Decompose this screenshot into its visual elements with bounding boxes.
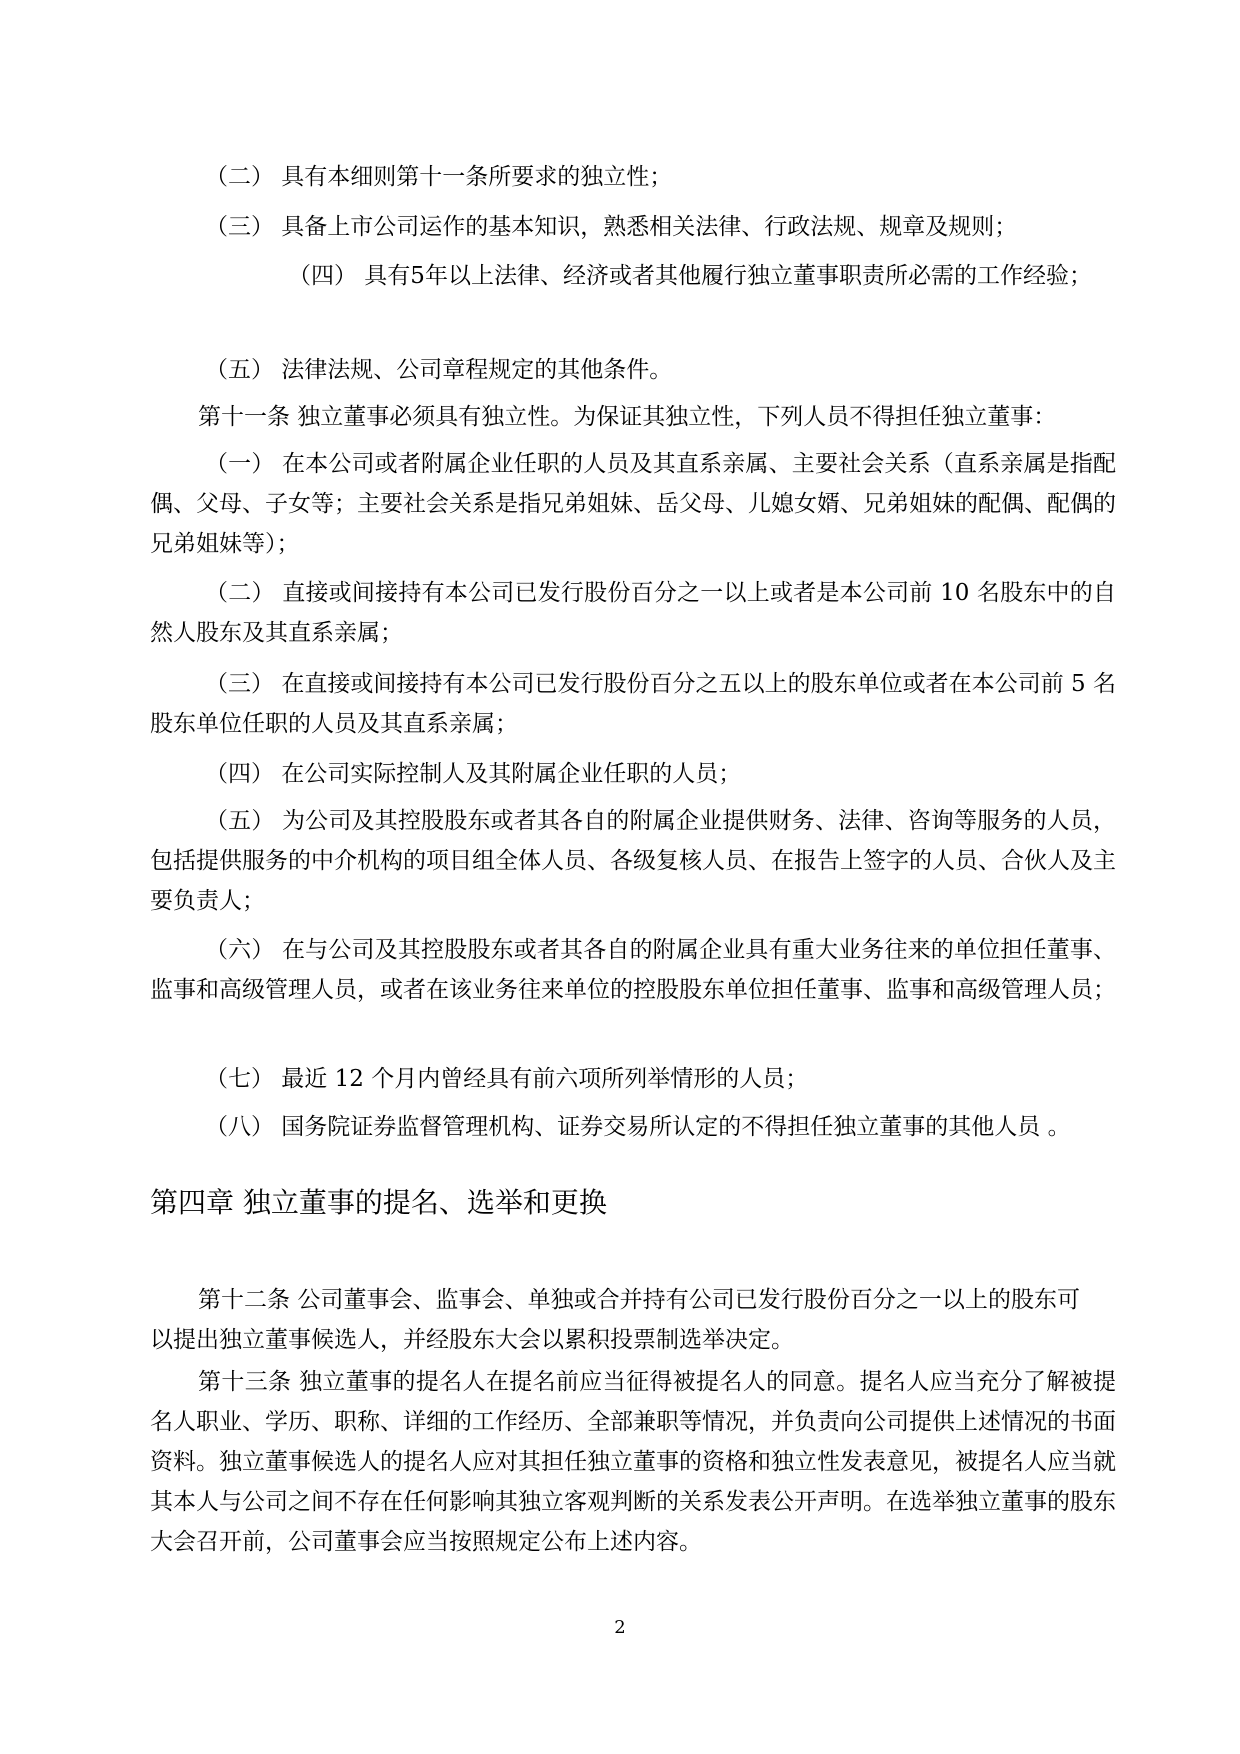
clause-paragraph: （一） 在本公司或者附属企业任职的人员及其直系亲属、主要社会关系（直系亲属是指配偶、父母、子女等；主要社会关系是指兄弟姐妹、岳父母、儿媳女婿、兄弟姐妹的配偶、配偶的兄弟姐妹等）； [150,451,1116,557]
clause-paragraph: （七） 最近 12 个月内曾经具有前六项所列举情形的人员； [205,1066,809,1092]
article-paragraph: 第十三条 独立董事的提名人在提名前应当征得被提名人的同意。提名人应当充分了解被提名人职业、学历、职称、详细的工作经历、全部兼职等情况，并负责向公司提供上述情况的书面资料。独立董事候选人的提名人应对其担任独立董事的资格和独立性发表意见，被提名人应当就其本人与公司之间不存在任何影响其独立客观判断的关系发表公开声明。在选举独立董事的股东大会召开前，公司董事会应当按照规定公布上述内容。 [150,1369,1116,1555]
clause-paragraph: （三） 在直接或间接持有本公司已发行股份百分之五以上的股东单位或者在本公司前 5 名股东单位任职的人员及其直系亲属； [150,671,1116,737]
clause-paragraph: （三） 具备上市公司运作的基本知识，熟悉相关法律、行政法规、规章及规则； [205,214,1018,240]
clause-paragraph: （五） 法律法规、公司章程规定的其他条件。 [205,357,673,383]
chapter-heading: 第四章 独立董事的提名、选举和更换 [150,1186,607,1219]
clause-paragraph: （四） 在公司实际控制人及其附属企业任职的人员； [205,761,742,787]
clause-paragraph: （六） 在与公司及其控股股东或者其各自的附属企业具有重大业务往来的单位担任董事、监事和高级管理人员，或者在该业务往来单位的控股股东单位担任董事、监事和高级管理人员； [150,937,1116,1003]
article-paragraph: 第十一条 独立董事必须具有独立性。为保证其独立性，下列人员不得担任独立董事： [198,404,1057,430]
clause-paragraph: （二） 直接或间接持有本公司已发行股份百分之一以上或者是本公司前 10 名股东中的自然人股东及其直系亲属； [150,580,1116,646]
clause-paragraph: （八） 国务院证券监督管理机构、证券交易所认定的不得担任独立董事的其他人员 。 [205,1114,1071,1140]
clause-paragraph: （四） 具有5年以上法律、经济或者其他履行独立董事职责所必需的工作经验； [288,263,1092,289]
page-number: 2 [614,1617,626,1638]
clause-paragraph: （二） 具有本细则第十一条所要求的独立性； [205,164,673,190]
article-paragraph: 第十二条 公司董事会、监事会、单独或合并持有公司已发行股份百分之一以上的股东可以提出独立董事候选人，并经股东大会以累积投票制选举决定。 [150,1287,1080,1353]
clause-paragraph: （五） 为公司及其控股股东或者其各自的附属企业提供财务、法律、咨询等服务的人员，包括提供服务的中介机构的项目组全体人员、各级复核人员、在报告上签字的人员、合伙人及主要负责人； [150,808,1116,914]
